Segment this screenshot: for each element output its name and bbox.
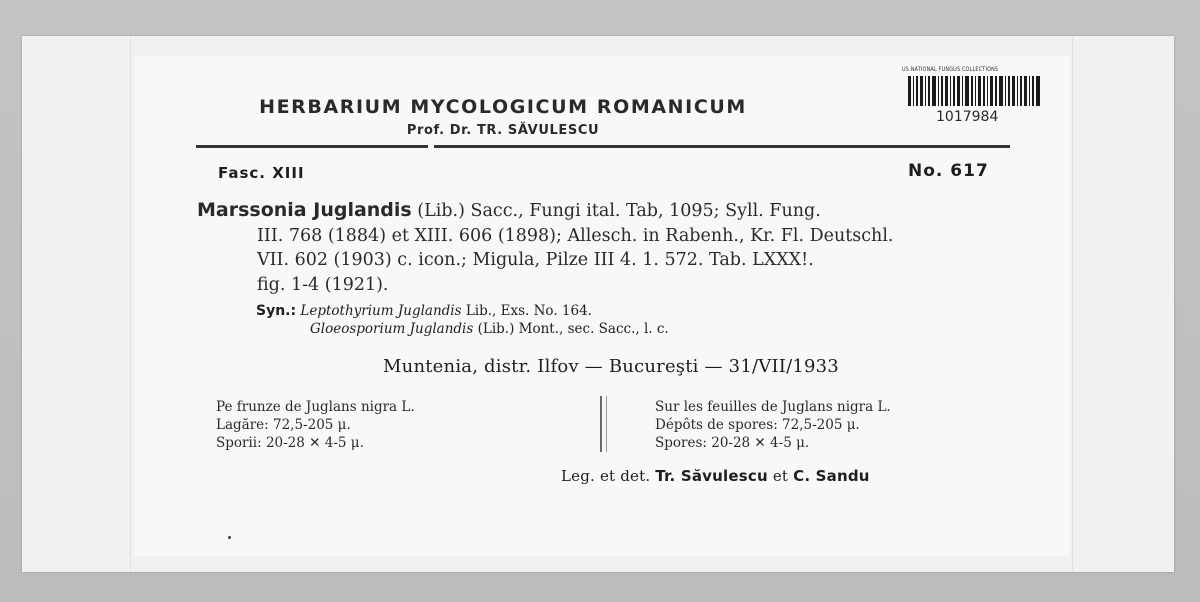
- description-romanian: [216, 398, 415, 452]
- citation-line-1: (Lib.) Sacc., Fungi ital. Tab, 1095; Syll. Fung.: [411, 201, 821, 221]
- host-ro: Pe frunze de Juglans nigra L.: [216, 399, 415, 415]
- fascicle-number: Fasc. XIII: [218, 164, 305, 182]
- collector-2: C. Sandu: [793, 467, 870, 485]
- synonym-row-2: [256, 320, 669, 338]
- spore-size-ro: Sporii: 20-28 ✕ 4-5 μ.: [216, 435, 364, 451]
- barcode-caption: US NATIONAL FUNGUS COLLECTIONS: [902, 66, 999, 73]
- barcode-number: 1017984: [936, 109, 999, 125]
- envelope-fold-right: [1072, 36, 1073, 572]
- collector-1: Tr. Săvulescu: [655, 467, 768, 485]
- synonym-2-authority: (Lib.) Mont., sec. Sacc., l. c.: [473, 321, 669, 337]
- citation-line-4: fig. 1-4 (1921).: [257, 274, 389, 295]
- column-divider: [600, 396, 607, 452]
- exsiccata-number: No. 617: [908, 161, 989, 181]
- sori-size-fr: Dépôts de spores: 72,5-205 μ.: [655, 417, 860, 433]
- description-french: [655, 398, 891, 452]
- synonym-1-authority: Lib., Exs. No. 164.: [461, 303, 592, 319]
- barcode-label: [902, 66, 1046, 125]
- synonym-row-1: [256, 302, 669, 320]
- header-rule-right: [434, 145, 1010, 148]
- synonyms: [256, 302, 669, 338]
- collection-locality: Muntenia, distr. Ilfov — Bucureşti — 31/VII/1933: [383, 356, 839, 377]
- synonyms-label: Syn.:: [256, 303, 297, 319]
- citation-line-3: VII. 602 (1903) c. icon.; Migula, Pilze III 4. 1. 572. Tab. LXXX!.: [257, 250, 814, 270]
- herbarium-title: HERBARIUM MYCOLOGICUM ROMANICUM: [259, 96, 747, 118]
- synonym-2-name: Gloeosporium Juglandis: [310, 321, 474, 337]
- species-name: Marssonia Juglandis: [197, 199, 412, 221]
- citation-line-2: III. 768 (1884) et XIII. 606 (1898); Allesch. in Rabenh., Kr. Fl. Deutschl.: [257, 225, 894, 246]
- herbarium-curator: Prof. Dr. TR. SĂVULESCU: [406, 123, 600, 138]
- sori-size-ro: Lagăre: 72,5-205 μ.: [216, 417, 351, 433]
- leg-prefix: Leg. et det.: [561, 467, 656, 485]
- collectors-line: [561, 467, 870, 485]
- spore-size-fr: Spores: 20-28 ✕ 4-5 μ.: [655, 435, 810, 451]
- leg-conjunction: et: [767, 467, 794, 485]
- synonym-1-name: Leptothyrium Juglandis: [300, 303, 462, 319]
- species-citation: [197, 198, 1027, 297]
- header-rule-left: [196, 145, 428, 148]
- barcode-icon: [908, 76, 1040, 106]
- host-fr: Sur les feuilles de Juglans nigra L.: [655, 399, 891, 415]
- ink-speck: [228, 536, 231, 539]
